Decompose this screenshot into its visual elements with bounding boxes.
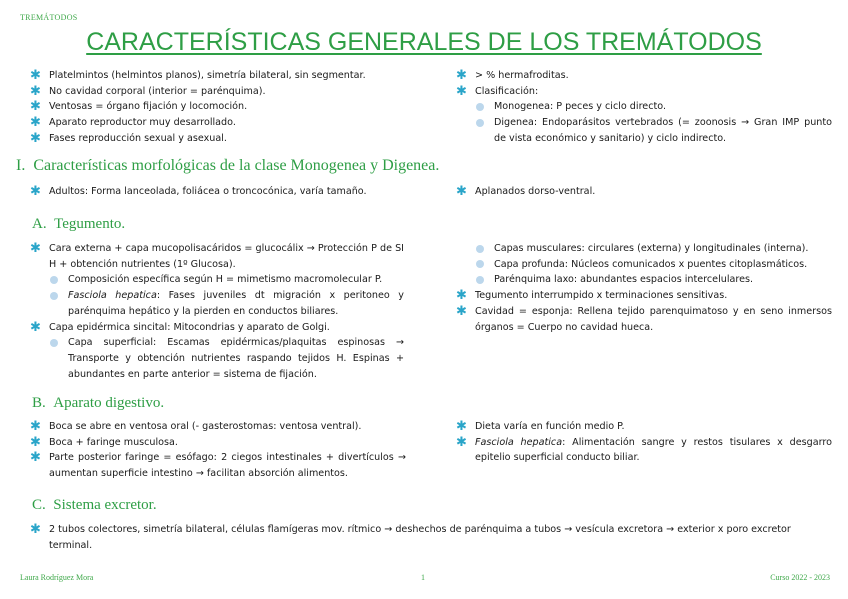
circle-bullet-icon bbox=[50, 292, 58, 300]
footer-course: Curso 2022 - 2023 bbox=[770, 573, 830, 582]
footer-author: Laura Rodríguez Mora bbox=[20, 573, 94, 582]
header-topic: TREMÁTODOS bbox=[20, 13, 78, 22]
circle-bullet-icon bbox=[476, 119, 484, 127]
asterisk-bullet-icon: ✱ bbox=[30, 522, 41, 537]
circle-bullet-icon bbox=[476, 245, 484, 253]
tegumento-right-list bbox=[456, 241, 832, 335]
asterisk-bullet-icon: ✱ bbox=[30, 241, 41, 256]
asterisk-bullet-icon: ✱ bbox=[456, 288, 467, 304]
asterisk-bullet-icon: ✱ bbox=[30, 434, 41, 450]
section-heading: I. Características morfológicas de la clase Monogenea y Digenea. bbox=[16, 157, 440, 174]
asterisk-bullet-icon: ✱ bbox=[30, 83, 41, 99]
subsection-heading-digestivo: B. Aparato digestivo. bbox=[32, 395, 165, 411]
list-item: ✱ Boca + faringe musculosa. bbox=[30, 434, 178, 450]
list-item: Fasciola hepatica: Fases juveniles dt migración x peritoneo y parénquima hepático y la pierden en conductos biliares. bbox=[30, 288, 404, 319]
list-item: Capa superficial: Escamas epidérmicas/plaquitas espinosas → Transporte y obtención nutrientes raspando tejidos H. Espinas + abundantes en parte anterior = sistema de fijación. bbox=[30, 335, 404, 382]
circle-bullet-icon bbox=[50, 276, 58, 284]
list-item: ✱ Cavidad = esponja: Rellena tejido parenquimatoso y en seno inmersos órganos = Cuerpo no cavidad hueca. bbox=[456, 303, 832, 333]
list-item: Parénquima laxo: abundantes espacios intercelulares. bbox=[456, 272, 832, 288]
intro-left-list bbox=[30, 68, 380, 147]
intro-right-list bbox=[456, 68, 832, 147]
list-item: ✱ Fases reproducción sexual y asexual. bbox=[30, 130, 227, 146]
asterisk-bullet-icon: ✱ bbox=[456, 303, 467, 319]
section1-right bbox=[456, 184, 832, 200]
asterisk-bullet-icon: ✱ bbox=[30, 450, 41, 466]
asterisk-bullet-icon: ✱ bbox=[30, 68, 41, 83]
asterisk-bullet-icon: ✱ bbox=[456, 434, 467, 450]
list-item: ✱ Cara externa + capa mucopolisacáridos = glucocálix → Protección P de SI H + obtención nutrientes (1º Glucosa). bbox=[30, 241, 404, 270]
footer-page-number: 1 bbox=[421, 573, 425, 582]
subsection-heading-tegumento: A. Tegumento. bbox=[32, 216, 126, 232]
list-item: ✱ Aparato reproductor muy desarrollado. bbox=[30, 115, 236, 131]
asterisk-bullet-icon: ✱ bbox=[30, 319, 41, 335]
list-item: ✱ Capa epidérmica sincital: Mitocondrias y aparato de Golgi. bbox=[30, 319, 330, 335]
list-item: ✱ No cavidad corporal (interior = parénquima). bbox=[30, 83, 266, 99]
list-item: ✱ Fasciola hepatica: Alimentación sangre y restos tisulares x desgarro epitelio superficial conducto biliar. bbox=[456, 434, 832, 464]
list-item: ✱ Adultos: Forma lanceolada, foliácea o troncocónica, varía tamaño. bbox=[30, 184, 367, 199]
asterisk-bullet-icon: ✱ bbox=[456, 184, 467, 199]
list-item: Monogenea: P peces y ciclo directo. bbox=[456, 99, 832, 115]
page-title: CARACTERÍSTICAS GENERALES DE LOS TREMÁTODOS bbox=[86, 28, 762, 56]
circle-bullet-icon bbox=[476, 276, 484, 284]
list-item: ✱ Tegumento interrumpido x terminaciones sensitivas. bbox=[456, 288, 728, 304]
asterisk-bullet-icon: ✱ bbox=[30, 130, 41, 146]
list-item: ✱ Parte posterior faringe = esófago: 2 ciegos intestinales + divertículos → aumentan superficie intestino → facilitan absorción alimentos. bbox=[30, 450, 406, 480]
list-item: Digenea: Endoparásitos vertebrados (= zoonosis → Gran IMP punto de vista económico y sanitario) y ciclo indirecto. bbox=[456, 115, 832, 146]
asterisk-bullet-icon: ✱ bbox=[30, 99, 41, 115]
list-item: Capa profunda: Núcleos comunicados x puentes citoplasmáticos. bbox=[456, 257, 832, 273]
digestivo-left-list bbox=[30, 419, 406, 482]
tegumento-left-list bbox=[30, 241, 404, 382]
circle-bullet-icon bbox=[50, 339, 58, 347]
circle-bullet-icon bbox=[476, 260, 484, 268]
asterisk-bullet-icon: ✱ bbox=[30, 419, 41, 434]
digestivo-right-list bbox=[456, 419, 832, 466]
asterisk-bullet-icon: ✱ bbox=[456, 419, 467, 434]
list-item: ✱ Boca se abre en ventosa oral (- gasterostomas: ventosa ventral). bbox=[30, 419, 362, 434]
asterisk-bullet-icon: ✱ bbox=[456, 83, 467, 99]
asterisk-bullet-icon: ✱ bbox=[456, 68, 467, 83]
asterisk-bullet-icon: ✱ bbox=[30, 115, 41, 131]
circle-bullet-icon bbox=[476, 103, 484, 111]
list-item: Capas musculares: circulares (externa) y longitudinales (interna). bbox=[456, 241, 832, 257]
subsection-heading-excretor: C. Sistema excretor. bbox=[32, 497, 157, 513]
list-item: ✱ 2 tubos colectores, simetría bilateral, células flamígeras mov. rítmico → deshechos de parénquima a tubos → vesícula excretora → exterior x poro excretor terminal. bbox=[30, 522, 791, 551]
list-item: ✱ Dieta varía en función medio P. bbox=[456, 419, 625, 434]
list-item: Composición específica según H = mimetismo macromolecular P. bbox=[30, 272, 404, 288]
list-item: ✱ Clasificación: bbox=[456, 83, 539, 99]
list-item: ✱ Platelmintos (helmintos planos), simetría bilateral, sin segmentar. bbox=[30, 68, 366, 83]
list-item: ✱ Ventosas = órgano fijación y locomoción. bbox=[30, 99, 248, 115]
asterisk-bullet-icon: ✱ bbox=[30, 184, 41, 199]
list-item: ✱ > % hermafroditas. bbox=[456, 68, 569, 83]
excretor-list bbox=[30, 522, 832, 553]
list-item: ✱ Aplanados dorso-ventral. bbox=[456, 184, 596, 199]
section1-left bbox=[30, 184, 420, 200]
